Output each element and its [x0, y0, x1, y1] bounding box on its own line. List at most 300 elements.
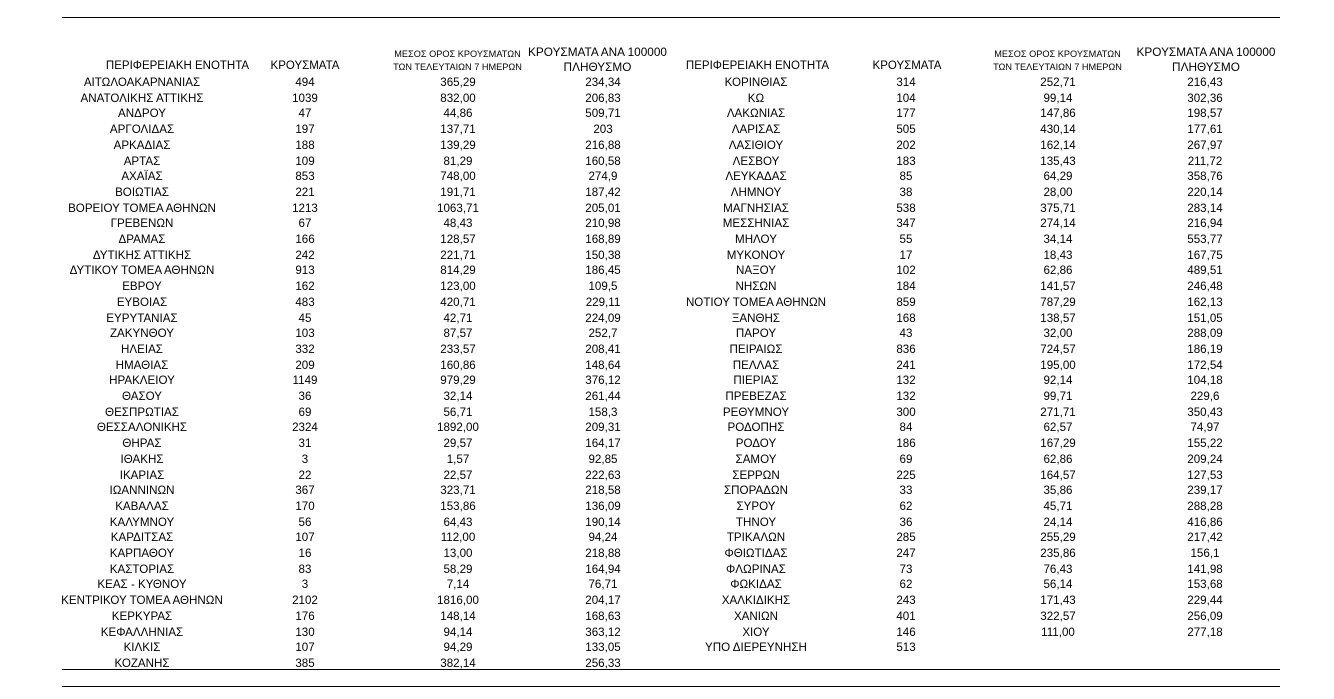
cell-cases: 285: [896, 531, 916, 545]
cell-cases: 347: [896, 217, 916, 231]
header-region-left: ΠΕΡΙΦΕΡΕΙΑΚΗ ΕΝΟΤΗΤΑ: [105, 60, 250, 72]
cell-cases: 176: [295, 609, 315, 623]
cell-cases: 401: [896, 609, 916, 623]
cell-avg7: 35,86: [1043, 484, 1073, 498]
cell-cases: 538: [896, 201, 916, 215]
cell-region: ΚΕΡΚΥΡΑΣ: [111, 609, 173, 623]
cell-region: ΠΕΙΡΑΙΩΣ: [729, 342, 783, 356]
cell-cases: 73: [899, 562, 913, 576]
cell-avg7: 123,00: [440, 280, 476, 294]
cell-avg7: 141,57: [1040, 280, 1076, 294]
cell-cases: 225: [896, 468, 916, 482]
cell-cases: 853: [295, 170, 315, 184]
cell-avg7: 322,57: [1040, 609, 1076, 623]
cell-avg7: 81,29: [443, 154, 473, 168]
cell-region: ΦΩΚΙΔΑΣ: [730, 578, 782, 592]
cell-region: ΚΑΡΠΑΘΟΥ: [109, 547, 175, 560]
cell-region: ΕΥΡΥΤΑΝΙΑΣ: [106, 311, 178, 325]
header-cases-left: ΚΡΟΥΣΜΑΤΑ: [270, 60, 340, 72]
cell-avg7: 139,29: [440, 138, 476, 152]
cell-per100k: 203: [593, 123, 613, 137]
cell-region: ΙΚΑΡΙΑΣ: [119, 468, 165, 482]
cell-avg7: 191,71: [440, 185, 476, 199]
cell-per100k: 218,58: [585, 484, 621, 498]
cell-avg7: 62,57: [1043, 421, 1073, 435]
cell-cases: 188: [295, 138, 315, 152]
cell-region: ΝΟΤΙΟΥ ΤΟΜΕΑ ΑΘΗΝΩΝ: [685, 295, 827, 309]
cell-cases: 17: [899, 248, 913, 262]
cell-region: ΜΥΚΟΝΟΥ: [726, 248, 786, 262]
cell-avg7: 112,00: [440, 531, 476, 545]
cell-region: ΗΛΕΙΑΣ: [121, 342, 163, 356]
cell-avg7: 195,00: [1040, 358, 1076, 372]
cell-cases: 221: [295, 185, 315, 199]
header-per100k-right-line2: ΠΛΗΘΥΣΜΟ: [1172, 60, 1240, 74]
cell-per100k: 216,94: [1187, 217, 1223, 231]
cell-region: ΘΕΣΠΡΩΤΙΑΣ: [105, 405, 179, 419]
cell-region: ΝΑΞΟΥ: [735, 264, 777, 278]
cell-region: ΣΥΡΟΥ: [736, 499, 776, 513]
cell-avg7: 62,86: [1043, 264, 1073, 278]
cell-cases: 84: [899, 421, 913, 435]
table-top-rule: [62, 17, 1280, 18]
cell-per100k: 288,28: [1187, 499, 1223, 513]
cell-region: ΚΙΛΚΙΣ: [123, 641, 161, 655]
cell-avg7: 56,71: [443, 405, 473, 419]
cell-cases: 36: [899, 515, 913, 529]
cell-cases: 47: [298, 107, 312, 121]
cell-region: ΛΑΡΙΣΑΣ: [731, 123, 781, 137]
cell-per100k: 229,6: [1190, 390, 1220, 403]
cell-region: ΒΟΡΕΙΟΥ ΤΟΜΕΑ ΑΘΗΝΩΝ: [68, 201, 216, 215]
cell-region: ΝΗΣΩΝ: [735, 280, 777, 294]
cell-region: ΑΡΓΟΛΙΔΑΣ: [109, 123, 175, 137]
cell-per100k: 216,43: [1187, 76, 1223, 89]
cell-avg7: 58,29: [443, 562, 473, 576]
cell-region: ΚΕΝΤΡΙΚΟΥ ΤΟΜΕΑ ΑΘΗΝΩΝ: [61, 594, 223, 608]
cell-avg7: 111,00: [1041, 625, 1075, 639]
cell-region: ΚΑΣΤΟΡΙΑΣ: [109, 562, 175, 576]
cell-avg7: 32,00: [1043, 327, 1073, 341]
cell-avg7: 62,86: [1043, 452, 1073, 466]
cell-cases: 22: [298, 468, 312, 482]
cell-per100k: 205,01: [585, 201, 621, 215]
cell-avg7: 160,86: [440, 358, 476, 372]
cell-avg7: 92,14: [1043, 374, 1073, 388]
cell-avg7: 32,14: [443, 390, 473, 403]
cell-cases: 69: [298, 405, 312, 419]
cell-per100k: 198,57: [1187, 107, 1223, 121]
cell-per100k: 217,42: [1187, 531, 1223, 545]
cell-cases: 186: [896, 437, 916, 451]
cell-cases: 102: [896, 264, 916, 278]
cell-region: ΜΑΓΝΗΣΙΑΣ: [723, 201, 789, 215]
cell-cases: 170: [295, 499, 315, 513]
cell-avg7: 420,71: [440, 295, 476, 309]
cell-avg7: 24,14: [1043, 515, 1073, 529]
cell-region: ΛΕΣΒΟΥ: [732, 154, 780, 168]
header-per100k-right-line1: ΚΡΟΥΣΜΑΤΑ ΑΝΑ 100000: [1136, 45, 1276, 59]
cell-per100k: 229,11: [585, 295, 621, 309]
cell-per100k: 210,98: [585, 217, 621, 231]
cell-region: ΛΑΚΩΝΙΑΣ: [726, 107, 786, 121]
cell-region: ΤΡΙΚΑΛΩΝ: [726, 531, 786, 545]
cell-per100k: 509,71: [585, 107, 621, 121]
cell-per100k: 211,72: [1187, 154, 1223, 168]
cell-cases: 367: [295, 484, 315, 498]
cell-avg7: 979,29: [440, 374, 476, 388]
cell-per100k: 302,36: [1187, 91, 1223, 105]
cell-region: ΗΜΑΘΙΑΣ: [115, 358, 169, 372]
cell-region: ΞΑΝΘΗΣ: [731, 311, 781, 325]
cell-per100k: 187,42: [585, 185, 621, 199]
cell-cases: 242: [295, 248, 315, 262]
cell-avg7: 323,71: [440, 484, 476, 498]
cell-cases: 3: [301, 578, 309, 592]
cell-avg7: 164,57: [1040, 468, 1076, 482]
cell-avg7: 94,29: [443, 641, 473, 655]
cell-per100k: 261,44: [585, 390, 621, 403]
cell-per100k: 489,51: [1187, 264, 1223, 278]
page-bottom-rule: [62, 686, 1280, 687]
cell-per100k: 76,71: [588, 578, 618, 592]
cell-avg7: 748,00: [440, 170, 476, 184]
cell-cases: 36: [298, 390, 312, 403]
cell-cases: 505: [896, 123, 916, 137]
cell-per100k: 274,9: [588, 170, 618, 184]
cell-cases: 385: [295, 656, 315, 670]
cell-region: ΗΡΑΚΛΕΙΟΥ: [109, 374, 175, 388]
header-avg-left-line2: ΤΩΝ ΤΕΛΕΥΤΑΙΩΝ 7 ΗΜΕΡΩΝ: [393, 62, 522, 72]
cell-per100k: 222,63: [585, 468, 621, 482]
cell-cases: 168: [896, 311, 916, 325]
cell-cases: 62: [899, 499, 913, 513]
cell-avg7: 814,29: [440, 264, 476, 278]
cell-avg7: 28,00: [1043, 185, 1073, 199]
cell-region: ΑΙΤΩΛΟΑΚΑΡΝΑΝΙΑΣ: [83, 76, 201, 89]
header-avg-right-line1: ΜΕΣΟΣ ΟΡΟΣ ΚΡΟΥΣΜΑΤΩΝ: [994, 49, 1121, 59]
cell-avg7: 137,71: [440, 123, 476, 137]
cell-per100k: 168,89: [585, 233, 621, 246]
cell-avg7: 274,14: [1040, 217, 1076, 231]
cell-cases: 913: [295, 264, 315, 278]
cell-cases: 183: [896, 154, 916, 168]
cell-per100k: 186,19: [1187, 342, 1223, 356]
cell-region: ΜΗΛΟΥ: [735, 233, 777, 246]
cell-cases: 107: [295, 531, 315, 545]
cell-per100k: 209,24: [1187, 452, 1223, 466]
cell-cases: 146: [896, 625, 916, 639]
cell-region: ΑΧΑΪΑΣ: [121, 170, 163, 184]
cell-per100k: 209,31: [585, 421, 621, 435]
cell-per100k: 186,45: [585, 264, 621, 278]
cell-region: ΠΙΕΡΙΑΣ: [733, 374, 779, 388]
cell-region: ΚΕΑΣ - ΚΥΘΝΟΥ: [97, 578, 187, 592]
cell-region: ΤΗΝΟΥ: [735, 515, 777, 529]
cell-region: ΣΠΟΡΑΔΩΝ: [724, 484, 788, 498]
cell-avg7: 64,43: [443, 515, 473, 529]
cell-avg7: 13,00: [443, 547, 473, 560]
cell-region: ΑΡΚΑΔΙΑΣ: [113, 138, 171, 152]
header-per100k-left-line1: ΚΡΟΥΣΜΑΤΑ ΑΝΑ 100000: [528, 45, 667, 59]
cell-region: ΔΥΤΙΚΟΥ ΤΟΜΕΑ ΑΘΗΝΩΝ: [69, 264, 215, 278]
cell-region: ΘΗΡΑΣ: [122, 437, 162, 451]
cell-per100k: 224,09: [585, 311, 621, 325]
cell-cases: 33: [899, 484, 913, 498]
cell-cases: 69: [899, 452, 913, 466]
cell-cases: 859: [896, 295, 916, 309]
cell-cases: 132: [896, 390, 916, 403]
cell-region: ΒΟΙΩΤΙΑΣ: [115, 185, 169, 199]
cell-avg7: 252,71: [1040, 76, 1076, 89]
cell-avg7: 233,57: [440, 342, 476, 356]
cell-per100k: 288,09: [1187, 327, 1223, 341]
cell-avg7: 87,57: [443, 327, 473, 341]
cell-region: ΚΑΛΥΜΝΟΥ: [109, 515, 175, 529]
header-cases-right: ΚΡΟΥΣΜΑΤΑ: [872, 60, 942, 72]
cell-region: ΡΟΔΟΥ: [735, 437, 777, 451]
cell-per100k: 256,33: [585, 656, 621, 670]
cell-per100k: 363,12: [585, 625, 621, 639]
cell-region: ΙΘΑΚΗΣ: [120, 452, 164, 466]
cell-per100k: 156,1: [1190, 547, 1220, 560]
cell-avg7: 375,71: [1040, 201, 1076, 215]
cell-avg7: 7,14: [446, 578, 470, 592]
cell-per100k: 153,68: [1187, 578, 1223, 592]
cell-region: ΣΕΡΡΩΝ: [732, 468, 780, 482]
cell-cases: 209: [295, 358, 315, 372]
cell-per100k: 109,5: [588, 280, 618, 294]
cell-per100k: 172,54: [1187, 358, 1223, 372]
cell-per100k: 158,3: [588, 405, 618, 419]
cell-per100k: 141,98: [1187, 562, 1223, 576]
cell-region: ΑΝΔΡΟΥ: [118, 107, 166, 121]
cell-region: ΦΛΩΡΙΝΑΣ: [726, 562, 786, 576]
cell-avg7: 832,00: [440, 91, 476, 105]
cell-per100k: 376,12: [585, 374, 621, 388]
cell-cases: 38: [899, 185, 913, 199]
cell-cases: 300: [896, 405, 916, 419]
cell-cases: 177: [896, 107, 916, 121]
cell-region: ΕΥΒΟΙΑΣ: [116, 295, 168, 309]
cell-cases: 513: [896, 641, 916, 655]
cell-per100k: 164,17: [585, 437, 621, 451]
cell-cases: 162: [295, 280, 315, 294]
cell-per100k: 92,85: [588, 452, 618, 466]
cell-cases: 314: [896, 76, 916, 89]
cell-per100k: 127,53: [1187, 468, 1223, 482]
cell-cases: 243: [896, 594, 916, 608]
cell-region: ΛΗΜΝΟΥ: [730, 185, 782, 199]
cell-region: ΙΩΑΝΝΙΝΩΝ: [109, 484, 175, 498]
cell-avg7: 94,14: [443, 625, 473, 639]
cell-avg7: 34,14: [1043, 233, 1073, 246]
cell-per100k: 168,63: [585, 609, 621, 623]
header-per100k-left-line2: ΠΛΗΘΥΣΜΟ: [563, 60, 632, 74]
cell-cases: 1039: [292, 91, 318, 105]
cell-cases: 109: [295, 154, 315, 168]
cell-region: ΣΑΜΟΥ: [735, 452, 777, 466]
cell-region: ΜΕΣΣΗΝΙΑΣ: [722, 217, 790, 231]
cell-region: ΖΑΚΥΝΘΟΥ: [109, 327, 175, 341]
cell-cases: 107: [295, 641, 315, 655]
cell-per100k: 218,88: [585, 547, 621, 560]
cell-per100k: 177,61: [1187, 123, 1223, 137]
cell-avg7: 18,43: [1043, 248, 1073, 262]
cell-cases: 85: [899, 170, 913, 184]
cell-avg7: 44,86: [443, 107, 473, 121]
cell-cases: 332: [295, 342, 315, 356]
cell-cases: 494: [295, 76, 315, 89]
cell-region: ΠΕΛΛΑΣ: [732, 358, 780, 372]
cell-avg7: 99,14: [1043, 91, 1073, 105]
cell-region: ΕΒΡΟΥ: [122, 280, 162, 294]
cell-avg7: 1,57: [446, 452, 470, 466]
cell-avg7: 1816,00: [437, 594, 479, 608]
cell-per100k: 204,17: [585, 594, 621, 608]
cell-cases: 103: [295, 327, 315, 341]
cell-region: ΥΠΟ ΔΙΕΡΕΥΝΗΣΗ: [705, 641, 807, 655]
cell-cases: 62: [899, 578, 913, 592]
cell-per100k: 229,44: [1187, 594, 1223, 608]
cell-per100k: 283,14: [1187, 201, 1223, 215]
cell-per100k: 104,18: [1187, 374, 1223, 388]
cell-cases: 130: [295, 625, 315, 639]
cell-cases: 241: [896, 358, 916, 372]
cell-avg7: 787,29: [1040, 295, 1076, 309]
cell-cases: 836: [896, 342, 916, 356]
cell-per100k: 162,13: [1187, 295, 1223, 309]
cell-avg7: 45,71: [1043, 499, 1073, 513]
cell-region: ΦΘΙΩΤΙΔΑΣ: [724, 547, 788, 560]
cell-avg7: 167,29: [1040, 437, 1076, 451]
cell-per100k: 256,09: [1187, 609, 1223, 623]
cell-cases: 166: [295, 233, 315, 246]
cell-per100k: 277,18: [1187, 625, 1223, 639]
cell-region: ΡΟΔΟΠΗΣ: [727, 421, 785, 435]
cell-per100k: 167,75: [1187, 248, 1223, 262]
cell-region: ΘΑΣΟΥ: [121, 390, 163, 403]
cell-per100k: 416,86: [1187, 515, 1223, 529]
cell-per100k: 246,48: [1187, 280, 1223, 294]
cell-per100k: 206,83: [585, 91, 621, 105]
cell-region: ΓΡΕΒΕΝΩΝ: [110, 217, 174, 231]
cell-cases: 1149: [292, 374, 318, 388]
cell-per100k: 267,97: [1187, 138, 1223, 152]
cell-per100k: 252,7: [588, 327, 618, 341]
cell-region: ΚΟΖΑΝΗΣ: [114, 656, 170, 670]
cell-per100k: 160,58: [585, 154, 621, 168]
cell-region: ΑΡΤΑΣ: [123, 154, 161, 168]
cell-cases: 2102: [292, 594, 318, 608]
cell-region: ΧΙΟΥ: [742, 625, 770, 639]
cell-region: ΚΑΒΑΛΑΣ: [115, 499, 169, 513]
cell-avg7: 56,14: [1043, 578, 1073, 592]
cell-per100k: 190,14: [585, 515, 621, 529]
cell-cases: 132: [896, 374, 916, 388]
cell-region: ΛΑΣΙΘΙΟΥ: [728, 138, 784, 152]
cell-region: ΧΑΛΚΙΔΙΚΗΣ: [721, 594, 791, 608]
cell-region: ΠΑΡΟΥ: [735, 327, 777, 341]
cell-avg7: 365,29: [440, 76, 476, 89]
cell-cases: 67: [298, 217, 312, 231]
cell-region: ΠΡΕΒΕΖΑΣ: [725, 390, 787, 403]
cell-cases: 83: [298, 562, 312, 576]
cell-cases: 16: [298, 547, 312, 560]
cell-region: ΚΑΡΔΙΤΣΑΣ: [110, 531, 174, 545]
cell-cases: 55: [899, 233, 913, 246]
cell-avg7: 99,71: [1043, 390, 1073, 403]
cell-avg7: 148,14: [440, 609, 476, 623]
cell-per100k: 164,94: [585, 562, 621, 576]
cell-cases: 202: [896, 138, 916, 152]
cell-per100k: 239,17: [1187, 484, 1223, 498]
header-avg-left-line1: ΜΕΣΟΣ ΟΡΟΣ ΚΡΟΥΣΜΑΤΩΝ: [394, 49, 521, 59]
cell-region: ΑΝΑΤΟΛΙΚΗΣ ΑΤΤΙΚΗΣ: [80, 91, 204, 105]
cell-per100k: 74,97: [1190, 421, 1220, 435]
cell-avg7: 724,57: [1040, 342, 1076, 356]
cell-avg7: 255,29: [1040, 531, 1076, 545]
cell-cases: 197: [295, 123, 315, 137]
cell-per100k: 151,05: [1187, 311, 1223, 325]
cell-avg7: 171,43: [1040, 594, 1076, 608]
cell-region: ΘΕΣΣΑΛΟΝΙΚΗΣ: [96, 421, 188, 435]
header-region-right: ΠΕΡΙΦΕΡΕΙΑΚΗ ΕΝΟΤΗΤΑ: [685, 60, 830, 72]
cell-per100k: 350,43: [1187, 405, 1223, 419]
cell-cases: 483: [295, 295, 315, 309]
header-avg-right-line2: ΤΩΝ ΤΕΛΕΥΤΑΙΩΝ 7 ΗΜΕΡΩΝ: [993, 62, 1122, 72]
cell-avg7: 1063,71: [437, 201, 479, 215]
cell-cases: 31: [298, 437, 312, 451]
cell-avg7: 430,14: [1040, 123, 1076, 137]
cell-per100k: 150,38: [585, 248, 621, 262]
cell-avg7: 64,29: [1043, 170, 1073, 184]
cell-cases: 56: [298, 515, 312, 529]
cell-per100k: 136,09: [585, 499, 621, 513]
cell-avg7: 22,57: [443, 468, 473, 482]
cell-region: ΧΑΝΙΩΝ: [733, 609, 779, 623]
cell-cases: 43: [899, 327, 913, 341]
cell-cases: 45: [298, 311, 312, 325]
cell-avg7: 382,14: [440, 656, 476, 670]
cell-per100k: 208,41: [585, 342, 621, 356]
cell-region: ΚΕΦΑΛΛΗΝΙΑΣ: [100, 625, 184, 639]
cell-avg7: 128,57: [440, 233, 476, 246]
cell-region: ΔΡΑΜΑΣ: [118, 233, 166, 246]
cell-avg7: 147,86: [1040, 107, 1076, 121]
cell-avg7: 135,43: [1040, 154, 1076, 168]
cell-per100k: 133,05: [585, 641, 621, 655]
cell-avg7: 235,86: [1040, 547, 1076, 560]
cell-region: ΚΟΡΙΝΘΙΑΣ: [724, 76, 788, 89]
cell-cases: 1213: [292, 201, 318, 215]
cell-per100k: 234,34: [585, 76, 621, 89]
cell-avg7: 138,57: [1040, 311, 1076, 325]
cell-avg7: 153,86: [440, 499, 476, 513]
cell-cases: 104: [896, 91, 916, 105]
cell-cases: 184: [896, 280, 916, 294]
cell-avg7: 162,14: [1040, 138, 1076, 152]
cell-avg7: 76,43: [1043, 562, 1073, 576]
cell-per100k: 94,24: [588, 531, 618, 545]
cell-cases: 2324: [292, 421, 318, 435]
cell-per100k: 216,88: [585, 138, 621, 152]
cell-region: ΔΥΤΙΚΗΣ ΑΤΤΙΚΗΣ: [92, 248, 192, 262]
cell-avg7: 1892,00: [437, 421, 479, 435]
cell-per100k: 148,64: [585, 358, 621, 372]
cell-region: ΛΕΥΚΑΔΑΣ: [725, 170, 787, 184]
cell-per100k: 358,76: [1187, 170, 1223, 184]
